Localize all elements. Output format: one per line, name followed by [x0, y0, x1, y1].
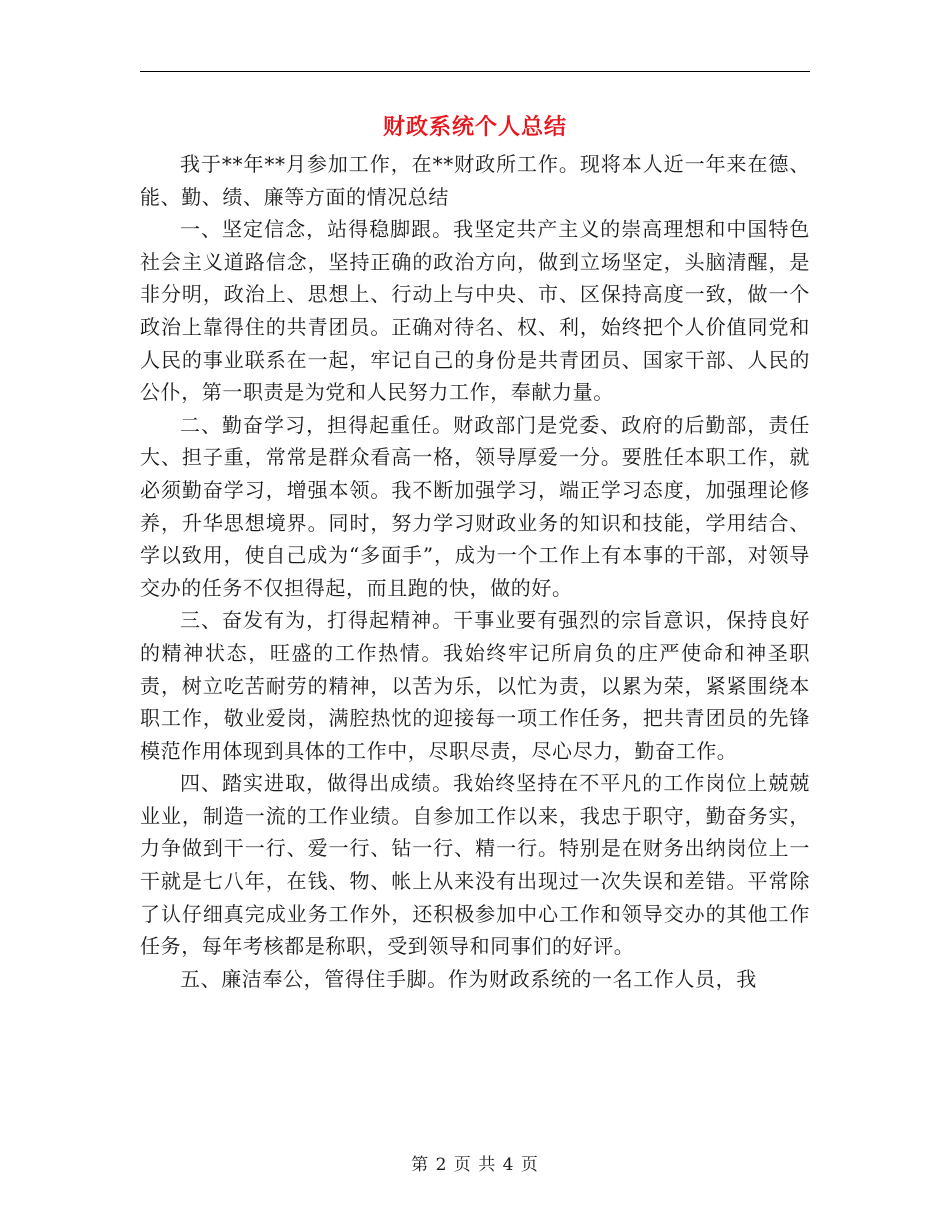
- page-number-footer: 第 2 页 共 4 页: [411, 1155, 539, 1175]
- paragraph-section-4: 四、踏实进取，做得出成绩。我始终坚持在不平凡的工作岗位上兢兢业业，制造一流的工作业绩。自参加工作以来，我忠于职守，勤奋务实，力争做到干一行、爱一行、钻一行、精一行。特别是在财务出纳岗位上一干就是七八年，在钱、物、帐上从来没有出现过一次失误和差错。平常除了认仔细真完成业务工作外，还积极参加中心工作和领导交办的其他工作任务，每年考核都是称职，受到领导和同事们的好评。: [140, 771, 810, 959]
- document-title: 财政系统个人总结: [382, 114, 567, 140]
- paragraph-section-1: 一、坚定信念，站得稳脚跟。我坚定共产主义的崇高理想和中国特色社会主义道路信念，坚持正确的政治方向，做到立场坚定，头脑清醒，是非分明，政治上、思想上、行动上与中央、市、区保持高度一致，做一个政治上靠得住的共青团员。正确对待名、权、利，始终把个人价值同党和人民的事业联系在一起，牢记自己的身份是共青团员、国家干部、人民的公仆，第一职责是为党和人民努力工作，奉献力量。: [140, 217, 810, 405]
- paragraph-section-2: 二、勤奋学习，担得起重任。财政部门是党委、政府的后勤部，责任大、担子重，常常是群众看高一格，领导厚爱一分。要胜任本职工作，就必须勤奋学习，增强本领。我不断加强学习，端正学习态度，加强理论修养，升华思想境界。同时，努力学习财政业务的知识和技能，学用结合、学以致用，使自己成为“多面手”，成为一个工作上有本事的干部，对领导交办的任务不仅担得起，而且跑的快，做的好。: [140, 412, 810, 600]
- paragraph-intro: 我于**年**月参加工作，在**财政所工作。现将本人近一年来在德、能、勤、绩、廉等方面的情况总结: [140, 152, 810, 209]
- paragraph-section-5: 五、廉洁奉公，管得住手脚。作为财政系统的一名工作人员，我: [180, 966, 757, 991]
- document-body: [140, 148, 810, 995]
- paragraph-section-3: 三、奋发有为，打得起精神。干事业要有强烈的宗旨意识，保持良好的精神状态，旺盛的工作热情。我始终牢记所肩负的庄严使命和神圣职责，树立吃苦耐劳的精神，以苦为乐，以忙为责，以累为荣，紧紧围绕本职工作，敬业爱岗，满腔热忱的迎接每一项工作任务，把共青团员的先锋模范作用体现到具体的工作中，尽职尽责，尽心尽力，勤奋工作。: [140, 608, 810, 763]
- header-rule: [140, 71, 810, 72]
